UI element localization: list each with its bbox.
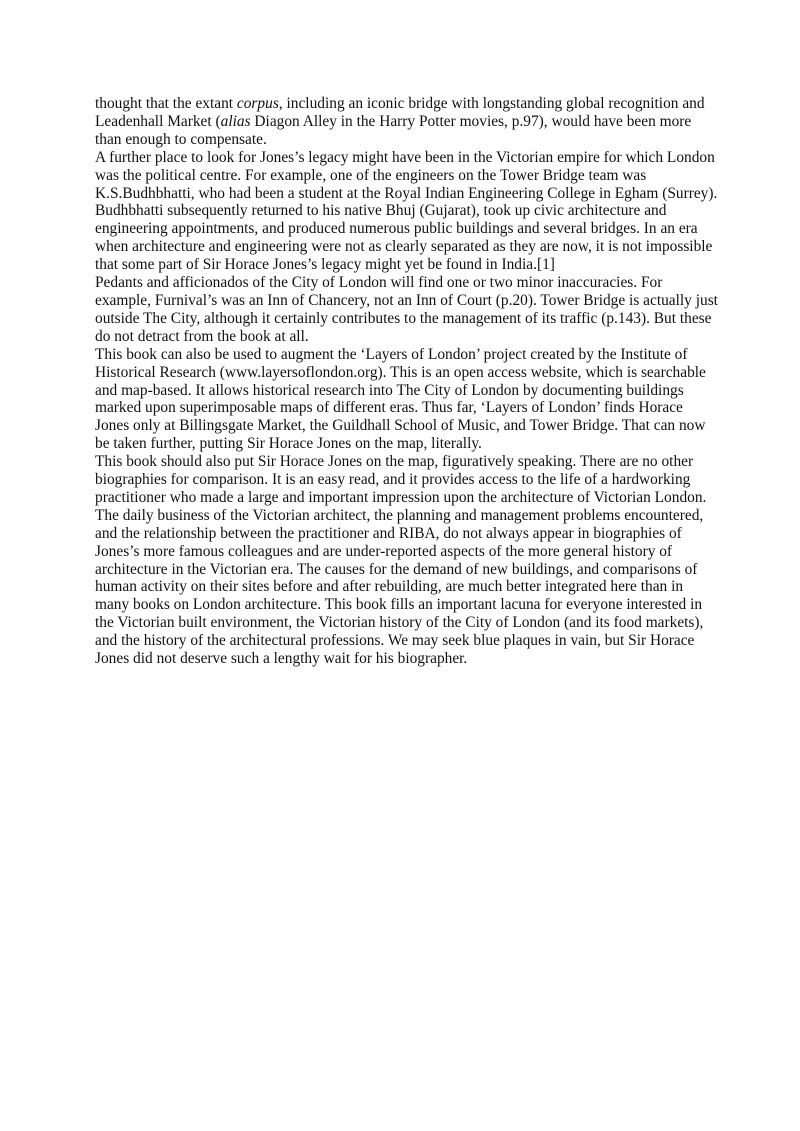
italic-term-alias: alias xyxy=(220,112,251,130)
text-segment: Pedants and afficionados of the City of London will find one or two minor inaccuracies. For example, Furnival’s was an Inn of Chancery, not an Inn of Court (p.20). Tower Bridge is actually just outside The City, although it certainly contributes to the management of its traffic (p.143). But these do not detract from the book at all. xyxy=(95,274,718,345)
text-segment: A further place to look for Jones’s legacy might have been in the Victorian empire for which London was the political centre. For example, one of the engineers on the Tower Bridge team was K.S.Budhbhatti, who had been a student at the Royal Indian Engineering College in Egham (Surrey). Budhbhatti subsequently returned to his native Bhuj (Gujarat), took up civic architecture and engineering appointments, and produced numerous public buildings and several bridges. In an era when architecture and engineering were not as clearly separated as they are now, it is not impossible that some part of Sir Horace Jones’s legacy might yet be found in India.[1] xyxy=(95,148,718,274)
paragraph-inaccuracies xyxy=(95,274,720,346)
paragraph-compensation xyxy=(95,95,720,149)
text-segment: , including an iconic bridge with longstanding global recognition and Leadenhall Market ( xyxy=(95,95,705,130)
document-page xyxy=(95,95,720,668)
text-segment: thought that the extant xyxy=(95,95,237,112)
paragraph-layers-of-london xyxy=(95,346,720,453)
paragraph-victorian-empire xyxy=(95,149,720,274)
paragraph-conclusion xyxy=(95,453,720,668)
text-segment: Diagon Alley in the Harry Potter movies, p.97), would have been more than enough to compensate. xyxy=(95,112,692,148)
italic-term-corpus: corpus xyxy=(236,95,279,112)
text-segment: This book should also put Sir Horace Jones on the map, figuratively speaking. There are no other biographies for comparison. It is an easy read, and it provides access to the life of a hardworking practitioner who made a large and important impression upon the architecture of Victorian London. The daily business of the Victorian architect, the planning and management problems encountered, and the relationship between the practitioner and RIBA, do not always appear in biographies of Jones’s more famous colleagues and are under-reported aspects of the more general history of architecture in the Victorian era. The causes for the demand of new buildings, and comparisons of human activity on their sites before and after rebuilding, are much better integrated here than in many books on London architecture. This book fills an important lacuna for everyone interested in the Victorian built environment, the Victorian history of the City of London (and its food markets), and the history of the architectural professions. We may seek blue plaques in vain, but Sir Horace Jones did not deserve such a lengthy wait for his biographer. xyxy=(95,453,707,668)
text-segment: This book can also be used to augment the ‘Layers of London’ project created by the Institute of Historical Research (www.layersoflondon.org). This is an open access website, which is searchable and map-based. It allows historical research into The City of London by documenting buildings marked upon superimposable maps of different eras. Thus far, ‘Layers of London’ finds Horace Jones only at Billingsgate Market, the Guildhall School of Music, and Tower Bridge. That can now be taken further, putting Sir Horace Jones on the map, literally. xyxy=(95,345,706,453)
